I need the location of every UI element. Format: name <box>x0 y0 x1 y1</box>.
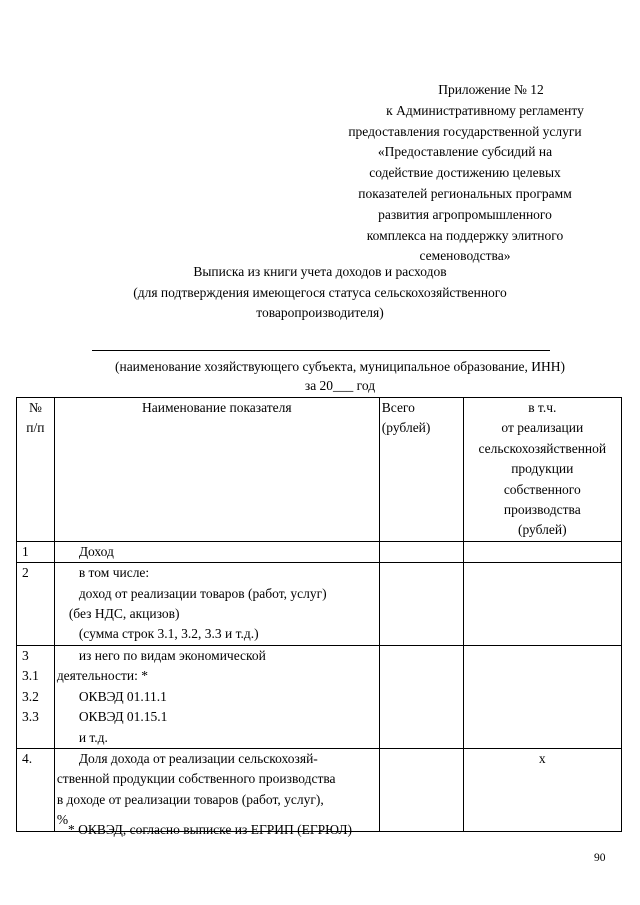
row-total <box>379 541 463 562</box>
appendix-line: к Административному регламенту <box>386 102 584 118</box>
row-total <box>379 645 463 748</box>
row-name: Доля дохода от реализации сельскохозяй- ственной продукции собственного производства в доходе от реализации товаров (работ, услуг), % <box>54 748 379 831</box>
table-row <box>17 645 622 748</box>
title-line: товаропроизводителя) <box>256 305 384 320</box>
row-name: Доход <box>54 541 379 562</box>
header-name: Наименование показателя <box>54 398 379 542</box>
row-number: 1 <box>17 541 55 562</box>
table-row <box>17 541 622 562</box>
row-number: 2 <box>17 563 55 646</box>
row-name: в том числе: доход от реализации товаров (работ, услуг) (без НДС, акцизов) (сумма строк 3.1, 3.2, 3.3 и т.д.) <box>54 563 379 646</box>
row-incl <box>463 645 621 748</box>
appendix-line: развития агропромышленного <box>378 206 552 222</box>
row-number: 3 3.1 3.2 3.3 <box>17 645 55 748</box>
report-table <box>16 397 622 832</box>
row-total <box>379 563 463 646</box>
row-name: из него по видам экономической деятельности: * ОКВЭД 01.11.1 ОКВЭД 01.15.1 и т.д. <box>54 645 379 748</box>
header-num: № п/п <box>17 398 55 542</box>
entity-caption: (наименование хозяйствующего субъекта, муниципальное образование, ИНН) <box>114 359 566 374</box>
table-header-row <box>17 398 622 542</box>
year-line: за 20___ год <box>304 378 376 393</box>
row-number: 4. <box>17 748 55 831</box>
row-incl <box>463 541 621 562</box>
row-incl: х <box>463 748 621 831</box>
row-total <box>379 748 463 831</box>
footnote: * ОКВЭД, согласно выписке из ЕГРИП (ЕГРЮЛ) <box>68 822 353 837</box>
appendix-line: содействие достижению целевых <box>369 165 561 181</box>
appendix-line: показателей региональных программ <box>358 185 572 201</box>
title-line: Выписка из книги учета доходов и расходов <box>193 264 447 279</box>
appendix-line: «Предоставление субсидий на <box>377 144 553 160</box>
page-number: 90 <box>594 852 606 864</box>
header-total: Всего (рублей) <box>379 398 463 542</box>
appendix-line: комплекса на поддержку элитного <box>366 227 564 243</box>
appendix-line: Приложение № 12 <box>438 82 544 97</box>
table-row <box>17 748 622 831</box>
row-incl <box>463 563 621 646</box>
appendix-line: семеноводства» <box>419 248 511 264</box>
header-incl: в т.ч. от реализации сельскохозяйственной продукции собственного производства (рублей) <box>463 398 621 542</box>
document-title <box>0 262 640 324</box>
table-row <box>17 563 622 646</box>
entity-fill-line <box>92 350 550 351</box>
appendix-line: предоставления государственной услуги <box>348 123 582 139</box>
appendix-header <box>320 80 640 267</box>
title-line: (для подтверждения имеющегося статуса сельскохозяйственного <box>133 284 507 300</box>
